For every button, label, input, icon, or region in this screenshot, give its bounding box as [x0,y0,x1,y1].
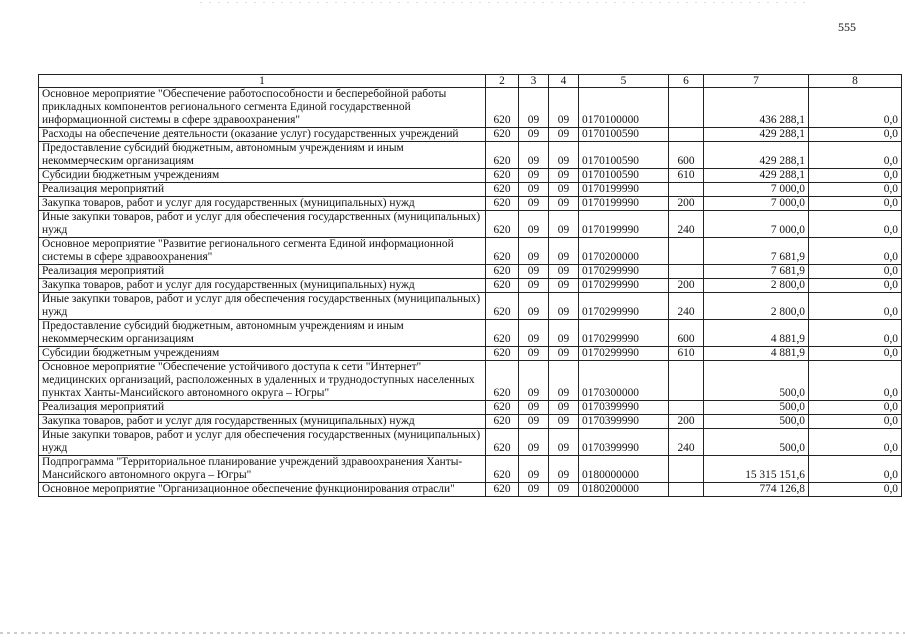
row-description: Субсидии бюджетным учреждениям [39,169,486,183]
cell-ministry-code: 620 [486,128,519,142]
cell-expense-type [669,456,704,483]
cell-amount: 2 800,0 [704,293,809,320]
cell-ministry-code: 620 [486,238,519,265]
column-header: 3 [519,75,549,88]
row-description: Закупка товаров, работ и услуг для государственных (муниципальных) нужд [39,415,486,429]
cell-section: 09 [519,169,549,183]
cell-amount: 500,0 [704,361,809,401]
cell-section: 09 [519,401,549,415]
cell-target-article: 0180200000 [579,483,669,497]
scan-artifact-top [200,2,805,3]
table-row [39,88,902,128]
cell-target-article: 0170199990 [579,197,669,211]
table-row [39,211,902,238]
cell-expense-type [669,88,704,128]
cell-amount: 2 800,0 [704,279,809,293]
cell-amount-2: 0,0 [809,415,902,429]
cell-amount-2: 0,0 [809,211,902,238]
cell-amount: 7 000,0 [704,211,809,238]
cell-target-article: 0170299990 [579,320,669,347]
cell-subsection: 09 [549,320,579,347]
cell-ministry-code: 620 [486,415,519,429]
cell-amount-2: 0,0 [809,347,902,361]
cell-amount: 436 288,1 [704,88,809,128]
cell-amount: 15 315 151,6 [704,456,809,483]
cell-expense-type [669,238,704,265]
cell-section: 09 [519,88,549,128]
column-header: 1 [39,75,486,88]
table-row [39,429,902,456]
cell-amount-2: 0,0 [809,142,902,169]
cell-amount-2: 0,0 [809,169,902,183]
row-description: Предоставление субсидий бюджетным, автономным учреждениям и иным некоммерческим организациям [39,142,486,169]
cell-target-article: 0170199990 [579,183,669,197]
cell-expense-type [669,128,704,142]
cell-expense-type: 200 [669,197,704,211]
cell-ministry-code: 620 [486,456,519,483]
table-row [39,197,902,211]
cell-section: 09 [519,238,549,265]
cell-section: 09 [519,211,549,238]
cell-target-article: 0170299990 [579,293,669,320]
page-number: 555 [838,20,856,34]
row-description: Основное мероприятие "Обеспечение устойчивого доступа к сети "Интернет" медицинских организаций, расположенных в удаленных и труднодоступных населенных пунктах Ханты-Мансийского автономного округа – Югры" [39,361,486,401]
column-header: 6 [669,75,704,88]
cell-amount: 4 881,9 [704,347,809,361]
table-row [39,320,902,347]
cell-amount: 429 288,1 [704,128,809,142]
cell-expense-type: 240 [669,293,704,320]
cell-amount-2: 0,0 [809,293,902,320]
cell-amount-2: 0,0 [809,265,902,279]
cell-section: 09 [519,128,549,142]
cell-expense-type: 610 [669,169,704,183]
table-row [39,361,902,401]
table-row [39,169,902,183]
column-header: 8 [809,75,902,88]
cell-amount-2: 0,0 [809,128,902,142]
row-description: Основное мероприятие "Развитие регионального сегмента Единой информационной системы в сфере здравоохранения" [39,238,486,265]
cell-amount: 429 288,1 [704,142,809,169]
table-row [39,347,902,361]
row-description: Подпрограмма "Территориальное планирование учреждений здравоохранения Ханты-Мансийского автономного округа – Югры" [39,456,486,483]
row-description: Расходы на обеспечение деятельности (оказание услуг) государственных учреждений [39,128,486,142]
column-header: 4 [549,75,579,88]
cell-target-article: 0170100000 [579,88,669,128]
cell-amount: 7 681,9 [704,265,809,279]
cell-target-article: 0180000000 [579,456,669,483]
cell-expense-type: 610 [669,347,704,361]
cell-ministry-code: 620 [486,320,519,347]
cell-subsection: 09 [549,483,579,497]
row-description: Иные закупки товаров, работ и услуг для обеспечения государственных (муниципальных) нужд [39,211,486,238]
cell-subsection: 09 [549,361,579,401]
cell-target-article: 0170100590 [579,142,669,169]
cell-section: 09 [519,347,549,361]
table-header-row [39,75,902,88]
cell-target-article: 0170399990 [579,401,669,415]
cell-target-article: 0170399990 [579,415,669,429]
cell-section: 09 [519,429,549,456]
cell-target-article: 0170199990 [579,211,669,238]
cell-target-article: 0170299990 [579,265,669,279]
cell-ministry-code: 620 [486,401,519,415]
cell-ministry-code: 620 [486,197,519,211]
cell-amount: 429 288,1 [704,169,809,183]
cell-subsection: 09 [549,238,579,265]
cell-section: 09 [519,265,549,279]
table-row [39,456,902,483]
table-row [39,183,902,197]
cell-expense-type [669,361,704,401]
cell-section: 09 [519,361,549,401]
row-description: Основное мероприятие "Организационное обеспечение функционирования отрасли" [39,483,486,497]
cell-amount-2: 0,0 [809,456,902,483]
table-body [39,88,902,497]
cell-amount-2: 0,0 [809,483,902,497]
cell-expense-type: 240 [669,211,704,238]
cell-section: 09 [519,483,549,497]
cell-subsection: 09 [549,279,579,293]
cell-amount: 500,0 [704,429,809,456]
cell-amount: 500,0 [704,415,809,429]
table-row [39,128,902,142]
cell-subsection: 09 [549,293,579,320]
cell-subsection: 09 [549,142,579,169]
cell-subsection: 09 [549,265,579,279]
cell-subsection: 09 [549,169,579,183]
cell-ministry-code: 620 [486,361,519,401]
cell-ministry-code: 620 [486,293,519,320]
cell-section: 09 [519,279,549,293]
cell-section: 09 [519,197,549,211]
cell-target-article: 0170200000 [579,238,669,265]
cell-expense-type [669,265,704,279]
cell-expense-type: 240 [669,429,704,456]
cell-section: 09 [519,456,549,483]
cell-amount: 7 000,0 [704,183,809,197]
cell-expense-type: 600 [669,142,704,169]
cell-amount-2: 0,0 [809,279,902,293]
cell-amount-2: 0,0 [809,320,902,347]
cell-section: 09 [519,415,549,429]
cell-amount: 7 681,9 [704,238,809,265]
cell-target-article: 0170100590 [579,169,669,183]
table-row [39,293,902,320]
cell-ministry-code: 620 [486,183,519,197]
cell-subsection: 09 [549,197,579,211]
cell-expense-type [669,183,704,197]
scan-artifact-bottom [0,632,905,634]
cell-expense-type: 600 [669,320,704,347]
budget-table [38,74,902,497]
row-description: Реализация мероприятий [39,401,486,415]
cell-ministry-code: 620 [486,142,519,169]
cell-section: 09 [519,142,549,169]
cell-subsection: 09 [549,456,579,483]
row-description: Основное мероприятие "Обеспечение работоспособности и бесперебойной работы прикладных компонентов регионального сегмента Единой государственной информационной системы в сфере здравоохранения" [39,88,486,128]
cell-subsection: 09 [549,415,579,429]
row-description: Закупка товаров, работ и услуг для государственных (муниципальных) нужд [39,279,486,293]
cell-ministry-code: 620 [486,265,519,279]
cell-ministry-code: 620 [486,169,519,183]
cell-subsection: 09 [549,183,579,197]
cell-target-article: 0170300000 [579,361,669,401]
cell-ministry-code: 620 [486,429,519,456]
table-row [39,142,902,169]
cell-expense-type [669,483,704,497]
cell-expense-type: 200 [669,279,704,293]
cell-ministry-code: 620 [486,279,519,293]
cell-ministry-code: 620 [486,483,519,497]
table-row [39,415,902,429]
row-description: Реализация мероприятий [39,265,486,279]
cell-expense-type [669,401,704,415]
cell-ministry-code: 620 [486,347,519,361]
row-description: Предоставление субсидий бюджетным, автономным учреждениям и иным некоммерческим организациям [39,320,486,347]
column-header: 2 [486,75,519,88]
cell-subsection: 09 [549,347,579,361]
cell-amount: 500,0 [704,401,809,415]
cell-amount-2: 0,0 [809,88,902,128]
cell-ministry-code: 620 [486,88,519,128]
table-row [39,279,902,293]
cell-amount: 7 000,0 [704,197,809,211]
cell-section: 09 [519,183,549,197]
cell-subsection: 09 [549,401,579,415]
table-row [39,483,902,497]
cell-target-article: 0170299990 [579,347,669,361]
row-description: Иные закупки товаров, работ и услуг для обеспечения государственных (муниципальных) нужд [39,293,486,320]
cell-section: 09 [519,320,549,347]
cell-amount-2: 0,0 [809,183,902,197]
cell-section: 09 [519,293,549,320]
cell-target-article: 0170100590 [579,128,669,142]
cell-amount: 4 881,9 [704,320,809,347]
table-row [39,401,902,415]
table-row [39,238,902,265]
cell-amount-2: 0,0 [809,401,902,415]
cell-subsection: 09 [549,429,579,456]
cell-subsection: 09 [549,211,579,238]
column-header: 7 [704,75,809,88]
cell-target-article: 0170299990 [579,279,669,293]
row-description: Иные закупки товаров, работ и услуг для обеспечения государственных (муниципальных) нужд [39,429,486,456]
cell-subsection: 09 [549,88,579,128]
table-row [39,265,902,279]
cell-amount-2: 0,0 [809,197,902,211]
cell-subsection: 09 [549,128,579,142]
cell-amount-2: 0,0 [809,429,902,456]
row-description: Реализация мероприятий [39,183,486,197]
cell-target-article: 0170399990 [579,429,669,456]
cell-ministry-code: 620 [486,211,519,238]
cell-expense-type: 200 [669,415,704,429]
cell-amount: 774 126,8 [704,483,809,497]
column-header: 5 [579,75,669,88]
row-description: Субсидии бюджетным учреждениям [39,347,486,361]
cell-amount-2: 0,0 [809,238,902,265]
cell-amount-2: 0,0 [809,361,902,401]
row-description: Закупка товаров, работ и услуг для государственных (муниципальных) нужд [39,197,486,211]
